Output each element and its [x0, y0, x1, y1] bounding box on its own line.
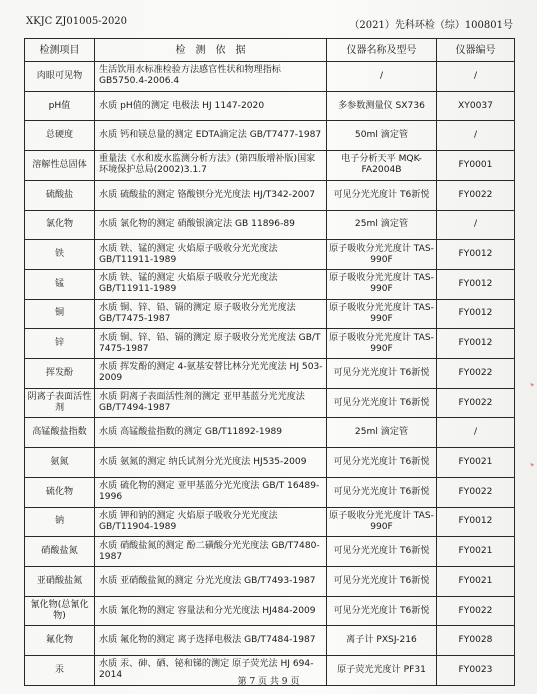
test-item-cell: pH值 — [25, 91, 95, 121]
test-basis-cell: 水质 亚硝酸盐氮的测定 分光光度法 GB/T7493-1987 — [95, 566, 327, 596]
instrument-cell: 50ml 滴定管 — [327, 121, 437, 151]
test-item-cell: 总硬度 — [25, 121, 95, 151]
instrument-cell: 原子荧光光度计 PF31 — [327, 656, 437, 686]
seal-edge-mark: ﹡ — [527, 381, 537, 392]
table-row — [25, 477, 515, 507]
test-basis-cell: 水质 硝酸盐氮的测定 酚二磺酸分光光度法 GB/T7480-1987 — [95, 537, 327, 567]
test-basis-cell: 水质 硫化物的测定 亚甲基蓝分光光度法 GB/T 16489-1996 — [95, 477, 327, 507]
test-item-cell: 阴离子表面活性剂 — [25, 388, 95, 418]
table-row — [25, 418, 515, 448]
table-row — [25, 359, 515, 389]
table-row — [25, 299, 515, 329]
test-item-cell: 氟化物 — [25, 626, 95, 656]
table-row — [25, 121, 515, 151]
instrument-code-cell: FY0028 — [437, 626, 515, 656]
instrument-cell: 原子吸收分光光度计 TAS-990F — [327, 299, 437, 329]
table-header-row — [25, 39, 515, 62]
instrument-cell: 可见分光光度计 T6新悦 — [327, 359, 437, 389]
test-item-cell: 铜 — [25, 299, 95, 329]
test-basis-cell: 水质 氟化物的测定 离子选择电极法 GB/T7484-1987 — [95, 626, 327, 656]
instrument-code-cell: XY0037 — [437, 91, 515, 121]
header-code: 仪器编号 — [437, 39, 515, 62]
test-item-cell: 氯化物 — [25, 210, 95, 240]
header-instrument: 仪器名称及型号 — [327, 39, 437, 62]
instrument-cell: 多参数测量仪 SX736 — [327, 91, 437, 121]
instrument-cell: 25ml 滴定管 — [327, 418, 437, 448]
instrument-cell: 25ml 滴定管 — [327, 210, 437, 240]
instrument-code-cell: FY0012 — [437, 269, 515, 299]
instrument-code-cell: FY0021 — [437, 537, 515, 567]
test-item-cell: 汞 — [25, 656, 95, 686]
test-basis-cell: 重量法《水和废水监测分析方法》(第四版增补版)国家环境保护总局(2002)3.1.7 — [95, 151, 327, 181]
instrument-cell: 离子计 PXSJ-216 — [327, 626, 437, 656]
test-basis-cell: 水质 pH值的测定 电极法 HJ 1147-2020 — [95, 91, 327, 121]
table-row — [25, 537, 515, 567]
test-basis-cell: 水质 铜、锌、铅、镉的测定 原子吸收分光光度法 GB/T 7475-1987 — [95, 329, 327, 359]
test-methods-table — [24, 38, 515, 686]
instrument-code-cell: FY0022 — [437, 180, 515, 210]
table-row — [25, 626, 515, 656]
test-item-cell: 锌 — [25, 329, 95, 359]
instrument-code-cell: FY0012 — [437, 240, 515, 270]
table-row — [25, 596, 515, 626]
header-basis: 检 测 依 据 — [95, 39, 327, 62]
test-basis-cell: 水质 氨氮的测定 纳氏试剂分光光度法 HJ535-2009 — [95, 448, 327, 478]
instrument-code-cell: FY0022 — [437, 359, 515, 389]
test-item-cell: 肉眼可见物 — [25, 62, 95, 92]
instrument-cell: / — [327, 62, 437, 92]
test-basis-cell: 水质 氰化物的测定 容量法和分光光度法 HJ484-2009 — [95, 596, 327, 626]
instrument-cell: 原子吸收分光光度计 TAS-990F — [327, 269, 437, 299]
instrument-cell: 可见分光光度计 T6新悦 — [327, 537, 437, 567]
instrument-code-cell: FY0001 — [437, 151, 515, 181]
table-row — [25, 180, 515, 210]
table-row — [25, 210, 515, 240]
test-item-cell: 高锰酸盐指数 — [25, 418, 95, 448]
instrument-cell: 原子吸收分光光度计 TAS-990F — [327, 240, 437, 270]
instrument-code-cell: FY0022 — [437, 388, 515, 418]
instrument-cell: 可见分光光度计 T6新悦 — [327, 596, 437, 626]
instrument-code-cell: / — [437, 121, 515, 151]
test-item-cell: 亚硝酸盐氮 — [25, 566, 95, 596]
test-item-cell: 锰 — [25, 269, 95, 299]
test-basis-cell: 水质 钾和钠的测定 火焰原子吸收分光光度法 GB/T11904-1989 — [95, 507, 327, 537]
page-header — [26, 14, 513, 32]
test-basis-cell: 水质 汞、砷、硒、铋和锑的测定 原子荧光法 HJ 694-2014 — [95, 656, 327, 686]
test-item-cell: 挥发酚 — [25, 359, 95, 389]
test-basis-cell: 水质 铁、锰的测定 火焰原子吸收分光光度法 GB/T11911-1989 — [95, 269, 327, 299]
instrument-cell: 可见分光光度计 T6新悦 — [327, 566, 437, 596]
table-row — [25, 91, 515, 121]
test-basis-cell: 水质 氯化物的测定 硝酸银滴定法 GB 11896-89 — [95, 210, 327, 240]
header-item: 检测项目 — [25, 39, 95, 62]
test-basis-cell: 水质 钙和镁总量的测定 EDTA滴定法 GB/T7477-1987 — [95, 121, 327, 151]
table-row — [25, 448, 515, 478]
instrument-cell: 可见分光光度计 T6新悦 — [327, 388, 437, 418]
test-item-cell: 氨氮 — [25, 448, 95, 478]
instrument-cell: 可见分光光度计 T6新悦 — [327, 448, 437, 478]
test-basis-cell: 水质 铜、锌、铅、镉的测定 原子吸收分光光度法 GB/T7475-1987 — [95, 299, 327, 329]
test-item-cell: 铁 — [25, 240, 95, 270]
instrument-code-cell: FY0012 — [437, 507, 515, 537]
test-item-cell: 硫化物 — [25, 477, 95, 507]
instrument-cell: 电子分析天平 MQK-FA2004B — [327, 151, 437, 181]
instrument-code-cell: FY0022 — [437, 596, 515, 626]
test-item-cell: 钠 — [25, 507, 95, 537]
test-basis-cell: 水质 铁、锰的测定 火焰原子吸收分光光度法 GB/T11911-1989 — [95, 240, 327, 270]
seal-edge-mark: ﹡ — [527, 461, 537, 472]
test-item-cell: 硝酸盐氮 — [25, 537, 95, 567]
instrument-code-cell: FY0012 — [437, 329, 515, 359]
report-number: （2021）先科环检（综）100801号 — [349, 20, 513, 31]
table-row — [25, 566, 515, 596]
instrument-code-cell: FY0021 — [437, 448, 515, 478]
instrument-cell: 可见分光光度计 T6新悦 — [327, 477, 437, 507]
instrument-cell: 可见分光光度计 T6新悦 — [327, 180, 437, 210]
instrument-cell: 原子吸收分光光度计 TAS-990F — [327, 507, 437, 537]
table-row — [25, 329, 515, 359]
document-code: XKJC ZJ01005-2020 — [26, 16, 128, 27]
test-basis-cell: 水质 阴离子表面活性剂的测定 亚甲基蓝分光光度法 GB/T7494-1987 — [95, 388, 327, 418]
test-basis-cell: 水质 硫酸盐的测定 铬酸钡分光光度法 HJ/T342-2007 — [95, 180, 327, 210]
test-item-cell: 溶解性总固体 — [25, 151, 95, 181]
page-number: 第 7 页 共 9 页 — [237, 677, 300, 687]
table-row — [25, 507, 515, 537]
instrument-code-cell: FY0023 — [437, 656, 515, 686]
test-basis-cell: 水质 高锰酸盐指数的测定 GB/T11892-1989 — [95, 418, 327, 448]
test-item-cell: 硫酸盐 — [25, 180, 95, 210]
test-item-cell: 氰化物(总氰化物) — [25, 596, 95, 626]
table-row — [25, 388, 515, 418]
table-row — [25, 240, 515, 270]
test-basis-cell: 水质 挥发酚的测定 4-氨基安替比林分光光度法 HJ 503-2009 — [95, 359, 327, 389]
instrument-code-cell: FY0021 — [437, 566, 515, 596]
table-row — [25, 269, 515, 299]
instrument-code-cell: FY0022 — [437, 477, 515, 507]
table-row — [25, 151, 515, 181]
test-basis-cell: 生活饮用水标准检验方法感官性状和物理指标 GB5750.4-2006.4 — [95, 62, 327, 92]
table-row — [25, 62, 515, 92]
instrument-code-cell: / — [437, 418, 515, 448]
instrument-code-cell: / — [437, 210, 515, 240]
instrument-code-cell: FY0012 — [437, 299, 515, 329]
instrument-code-cell: / — [437, 62, 515, 92]
instrument-cell: 原子吸收分光光度计 TAS-990F — [327, 329, 437, 359]
